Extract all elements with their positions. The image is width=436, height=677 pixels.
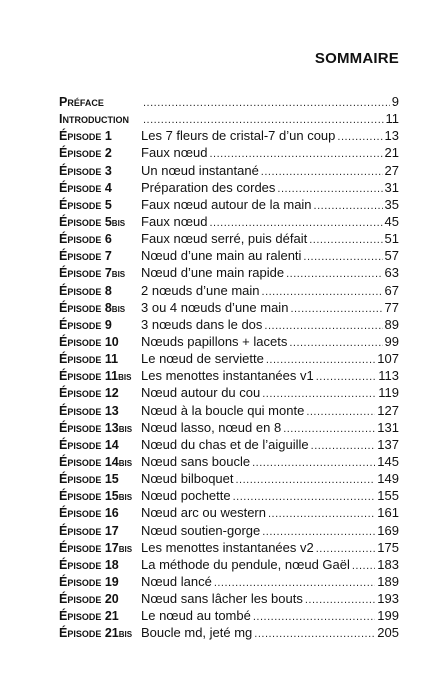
toc-entry-body xyxy=(141,247,399,266)
toc-entry-title: Les 7 fleurs de cristal-7 d’un coup xyxy=(141,128,336,144)
toc-entry xyxy=(59,93,399,110)
toc-entry-label-word: Épisode xyxy=(59,180,102,195)
toc-entry-number: 15 xyxy=(104,489,119,504)
toc-entry-bis: bis xyxy=(118,626,133,641)
toc-entry-title: Nœud arc ou western xyxy=(141,505,266,521)
toc-entry-number: 11 xyxy=(104,369,119,384)
toc-entry-page: 77 xyxy=(384,299,399,315)
toc-entry-number: 5 xyxy=(104,197,112,212)
toc-entry-body xyxy=(141,607,399,626)
toc-entry-body xyxy=(141,230,399,249)
toc-entry-page: 67 xyxy=(384,282,399,298)
toc-entry-body xyxy=(141,487,399,506)
toc-entry-label xyxy=(59,557,141,574)
toc-entry-number: 1 xyxy=(104,129,112,144)
toc-entry-body xyxy=(141,110,399,129)
toc-entry-label-word: Épisode xyxy=(59,334,102,349)
toc-entry xyxy=(59,144,399,161)
toc-entry-title: Nœud sans boucle xyxy=(141,453,251,469)
toc-entry-label-word: Épisode xyxy=(59,472,102,487)
toc-entry-bis: bis xyxy=(118,454,133,469)
toc-entry-title: Nœud autour du cou xyxy=(141,385,261,401)
toc-entry-label-word: Épisode xyxy=(59,352,102,367)
toc-entry-body xyxy=(141,127,399,146)
toc-entry-page: 175 xyxy=(377,539,399,555)
toc-entry-title: 2 nœuds d’une main xyxy=(141,282,260,298)
toc-entry-page: 189 xyxy=(377,573,399,589)
toc-entry-number: 17 xyxy=(104,540,119,555)
toc-entry xyxy=(59,127,399,144)
toc-entry-body xyxy=(141,590,399,609)
toc-entry-label xyxy=(59,625,141,642)
toc-entry-number: 9 xyxy=(104,317,112,332)
toc-entry xyxy=(59,110,399,127)
toc-entry-body xyxy=(141,316,399,335)
toc-entry-page: 21 xyxy=(384,145,399,161)
toc-entry-label xyxy=(59,111,141,128)
toc-entry-body xyxy=(141,162,399,181)
toc-entry-label xyxy=(59,420,141,437)
toc-entry-page: 149 xyxy=(377,471,399,487)
toc-entry-number: 7 xyxy=(104,249,112,264)
toc-entry-number: 6 xyxy=(104,232,112,247)
toc-entry-title: Nœuds papillons + lacets xyxy=(141,333,288,349)
toc-entry-page: 161 xyxy=(377,505,399,521)
toc-entry-body xyxy=(141,213,399,232)
toc-entry-label xyxy=(59,128,141,145)
toc-entry-number: 15 xyxy=(104,472,119,487)
toc-entry-number: 17 xyxy=(104,523,119,538)
toc-entry-label-word: Épisode xyxy=(59,386,102,401)
toc-entry-label-word: Épisode xyxy=(59,626,102,641)
toc-entry xyxy=(59,247,399,264)
toc-entry-body xyxy=(141,299,399,318)
toc-entry-body xyxy=(141,367,399,386)
toc-entry-body xyxy=(141,453,399,472)
toc-entry-label-word: Épisode xyxy=(59,249,102,264)
toc-entry-body xyxy=(141,573,399,592)
toc-entry xyxy=(59,162,399,179)
toc-entry-title: Le nœud au tombé xyxy=(141,608,251,624)
toc-entry-label-word: Épisode xyxy=(59,454,102,469)
toc-entry-number: 3 xyxy=(104,163,112,178)
toc-entry-label xyxy=(59,505,141,522)
toc-entry-page: 57 xyxy=(384,248,399,264)
toc-entry-label-word: Préface xyxy=(59,95,104,109)
toc-entry-label xyxy=(59,368,141,385)
toc-entry-body xyxy=(141,93,399,112)
toc-entry xyxy=(59,384,399,401)
toc-entry xyxy=(59,556,399,573)
toc-entry-label xyxy=(59,351,141,368)
toc-entry-body xyxy=(141,556,399,575)
toc-entry-body xyxy=(141,624,399,643)
toc-entry-bis: bis xyxy=(111,214,126,229)
toc-entry-page: 113 xyxy=(378,368,399,384)
toc-entry-title: La méthode du pendule, nœud Gaël xyxy=(141,556,350,572)
toc-entry-body xyxy=(141,504,399,523)
toc-entry-label xyxy=(59,180,141,197)
toc-entry-label xyxy=(59,334,141,351)
toc-entry xyxy=(59,179,399,196)
toc-entry xyxy=(59,402,399,419)
toc-entry-label-word: Épisode xyxy=(59,214,102,229)
toc-entry xyxy=(59,573,399,590)
toc-entry-label-word: Épisode xyxy=(59,266,102,281)
toc-entry xyxy=(59,333,399,350)
toc-entry-label xyxy=(59,231,141,248)
toc-entry-title: Les menottes instantanées v1 xyxy=(141,368,314,384)
toc-entry-label xyxy=(59,591,141,608)
toc-entry xyxy=(59,282,399,299)
toc-entry-label-word: Introduction xyxy=(59,112,129,127)
toc-entry-title: Nœud d’une main rapide xyxy=(141,265,285,281)
toc-entry-label-word: Épisode xyxy=(59,609,102,624)
toc-entry xyxy=(59,316,399,333)
toc-entry xyxy=(59,299,399,316)
toc-entry-label-word: Épisode xyxy=(59,369,102,384)
toc-entry-number: 16 xyxy=(104,506,119,521)
toc-entry-label-word: Épisode xyxy=(59,523,102,538)
toc-entry-label-word: Épisode xyxy=(59,403,102,418)
toc-entry-number: 19 xyxy=(104,574,119,589)
toc-entry-body xyxy=(141,333,399,352)
toc-entry-title: Nœud à la boucle qui monte xyxy=(141,402,305,418)
toc-entry-label xyxy=(59,488,141,505)
toc-entry-page: 99 xyxy=(384,333,399,349)
toc-entry-page: 107 xyxy=(377,351,399,367)
toc-entry-label xyxy=(59,300,141,317)
toc-entry-body xyxy=(141,470,399,489)
toc-entry-number: 20 xyxy=(104,592,119,607)
toc-entry-label xyxy=(59,265,141,282)
toc-entry-page: 9 xyxy=(391,94,399,109)
toc-entry-label xyxy=(59,214,141,231)
toc-entry-number: 13 xyxy=(104,420,119,435)
toc-entry xyxy=(59,213,399,230)
toc-entry-page: 63 xyxy=(384,265,399,281)
toc-entry-title: Un nœud instantané xyxy=(141,162,259,178)
toc-entry-label-word: Épisode xyxy=(59,574,102,589)
toc-entry-label-word: Épisode xyxy=(59,592,102,607)
toc-entry-bis: bis xyxy=(111,266,126,281)
toc-entry-title: Les menottes instantanées v2 xyxy=(141,539,314,555)
toc-entry-title: Faux nœud xyxy=(141,145,208,161)
toc-entry-label xyxy=(59,523,141,540)
toc-entry-label xyxy=(59,385,141,402)
toc-entry-body xyxy=(141,384,399,403)
toc-entry-number: 10 xyxy=(104,334,119,349)
toc-entry-title: Faux nœud autour de la main xyxy=(141,196,312,212)
toc-entry xyxy=(59,367,399,384)
toc-entry-title: Nœud du chas et de l’aiguille xyxy=(141,436,309,452)
toc-entry-title: Nœud bilboquet xyxy=(141,471,234,487)
toc-entry-label xyxy=(59,454,141,471)
toc-entry-label xyxy=(59,437,141,454)
toc-entry-number: 12 xyxy=(104,386,119,401)
toc-entry-title: Faux nœud xyxy=(141,213,208,229)
toc-entry-label xyxy=(59,540,141,557)
toc-entry-page: 13 xyxy=(384,128,399,144)
toc-entry xyxy=(59,453,399,470)
toc-entry-body xyxy=(141,419,399,438)
toc-entry-body xyxy=(141,179,399,198)
toc-entry-title: Préparation des cordes xyxy=(141,179,276,195)
toc-entry xyxy=(59,264,399,281)
toc-entry-title: Nœud d’une main au ralenti xyxy=(141,248,302,264)
toc-entry-title: 3 ou 4 nœuds d’une main xyxy=(141,299,289,315)
toc-entry-page: 27 xyxy=(384,162,399,178)
toc-entry-page: 51 xyxy=(384,231,399,247)
toc-entry-number: 18 xyxy=(104,557,119,572)
toc-entry-number: 7 xyxy=(104,266,112,281)
toc-entry-bis: bis xyxy=(118,540,133,555)
toc-entry-page: 131 xyxy=(377,419,399,435)
toc-entry-number: 8 xyxy=(104,283,112,298)
toc-entry-number: 21 xyxy=(104,626,119,641)
toc-entry-body xyxy=(141,196,399,215)
toc-entry-page: 145 xyxy=(377,453,399,469)
toc-entry-page: 11 xyxy=(385,111,399,127)
toc-entry-page: 169 xyxy=(377,522,399,538)
toc-entry-number: 13 xyxy=(104,403,119,418)
toc-entry xyxy=(59,624,399,641)
toc-entry-label-word: Épisode xyxy=(59,420,102,435)
table-of-contents xyxy=(59,93,399,642)
toc-entry-label xyxy=(59,317,141,334)
toc-entry-number: 8 xyxy=(104,300,112,315)
toc-entry-body xyxy=(141,436,399,455)
toc-entry-body xyxy=(141,350,399,369)
toc-entry xyxy=(59,539,399,556)
toc-entry-bis: bis xyxy=(118,420,133,435)
toc-entry-number: 21 xyxy=(104,609,119,624)
toc-entry-page: 183 xyxy=(377,556,399,572)
toc-entry-label xyxy=(59,471,141,488)
toc-entry-title: Nœud sans lâcher les bouts xyxy=(141,591,303,607)
toc-entry-label-word: Épisode xyxy=(59,540,102,555)
toc-entry-bis: bis xyxy=(111,300,126,315)
toc-entry-number: 14 xyxy=(104,454,119,469)
toc-entry-body xyxy=(141,539,399,558)
toc-entry-label-word: Épisode xyxy=(59,557,102,572)
toc-entry-label xyxy=(59,403,141,420)
toc-entry-bis: bis xyxy=(118,369,132,384)
toc-entry xyxy=(59,522,399,539)
toc-entry-title: Nœud soutien-gorge xyxy=(141,522,261,538)
toc-entry-body xyxy=(141,282,399,301)
toc-entry-label-word: Épisode xyxy=(59,489,102,504)
toc-entry-number: 4 xyxy=(104,180,112,195)
toc-entry-label xyxy=(59,283,141,300)
toc-entry-number: 11 xyxy=(104,352,119,367)
toc-entry-page: 119 xyxy=(378,385,399,401)
toc-entry-label xyxy=(59,94,141,111)
toc-entry-title: Nœud pochette xyxy=(141,488,231,504)
toc-entry xyxy=(59,436,399,453)
toc-entry xyxy=(59,470,399,487)
toc-entry-label xyxy=(59,608,141,625)
toc-entry-number: 14 xyxy=(104,437,119,452)
toc-entry-title: Nœud lasso, nœud en 8 xyxy=(141,419,282,435)
toc-entry-title: Nœud lancé xyxy=(141,573,212,589)
toc-entry-label xyxy=(59,248,141,265)
toc-entry-body xyxy=(141,144,399,163)
toc-entry-label-word: Épisode xyxy=(59,437,102,452)
toc-entry-page: 35 xyxy=(384,196,399,212)
toc-entry xyxy=(59,230,399,247)
toc-entry xyxy=(59,607,399,624)
toc-entry xyxy=(59,487,399,504)
toc-entry-page: 205 xyxy=(377,625,399,641)
toc-entry xyxy=(59,590,399,607)
page-title: SOMMAIRE xyxy=(314,50,399,67)
toc-entry-page: 31 xyxy=(384,179,399,195)
toc-entry-label-word: Épisode xyxy=(59,300,102,315)
toc-entry-label xyxy=(59,163,141,180)
toc-entry-title: Le nœud de serviette xyxy=(141,351,264,367)
toc-entry-page: 45 xyxy=(384,213,399,229)
toc-entry-title: 3 nœuds dans le dos xyxy=(141,316,263,332)
toc-entry-page: 127 xyxy=(377,402,399,418)
toc-entry-page: 137 xyxy=(377,436,399,452)
toc-entry-page: 193 xyxy=(377,591,399,607)
toc-entry-label xyxy=(59,197,141,214)
toc-entry xyxy=(59,504,399,521)
toc-entry-page: 199 xyxy=(377,608,399,624)
toc-entry-page: 89 xyxy=(384,316,399,332)
toc-entry xyxy=(59,196,399,213)
toc-entry-body xyxy=(141,264,399,283)
toc-entry xyxy=(59,419,399,436)
toc-entry-label-word: Épisode xyxy=(59,232,102,247)
toc-entry xyxy=(59,350,399,367)
toc-entry-number: 2 xyxy=(104,146,112,161)
toc-entry-title: Boucle md, jeté mg xyxy=(141,625,253,641)
dot-leader xyxy=(254,626,375,643)
toc-entry-number: 5 xyxy=(104,214,112,229)
toc-entry-label-word: Épisode xyxy=(59,283,102,298)
toc-entry-label-word: Épisode xyxy=(59,197,102,212)
toc-entry-label-word: Épisode xyxy=(59,506,102,521)
toc-entry-label-word: Épisode xyxy=(59,146,102,161)
toc-entry-label-word: Épisode xyxy=(59,129,102,144)
toc-entry-label-word: Épisode xyxy=(59,317,102,332)
toc-entry-page: 155 xyxy=(377,488,399,504)
toc-entry-bis: bis xyxy=(118,489,133,504)
toc-entry-label xyxy=(59,574,141,591)
toc-entry-body xyxy=(141,522,399,541)
toc-entry-label-word: Épisode xyxy=(59,163,102,178)
toc-entry-body xyxy=(141,402,399,421)
toc-entry-label xyxy=(59,145,141,162)
toc-entry-title: Faux nœud serré, puis défait xyxy=(141,231,308,247)
